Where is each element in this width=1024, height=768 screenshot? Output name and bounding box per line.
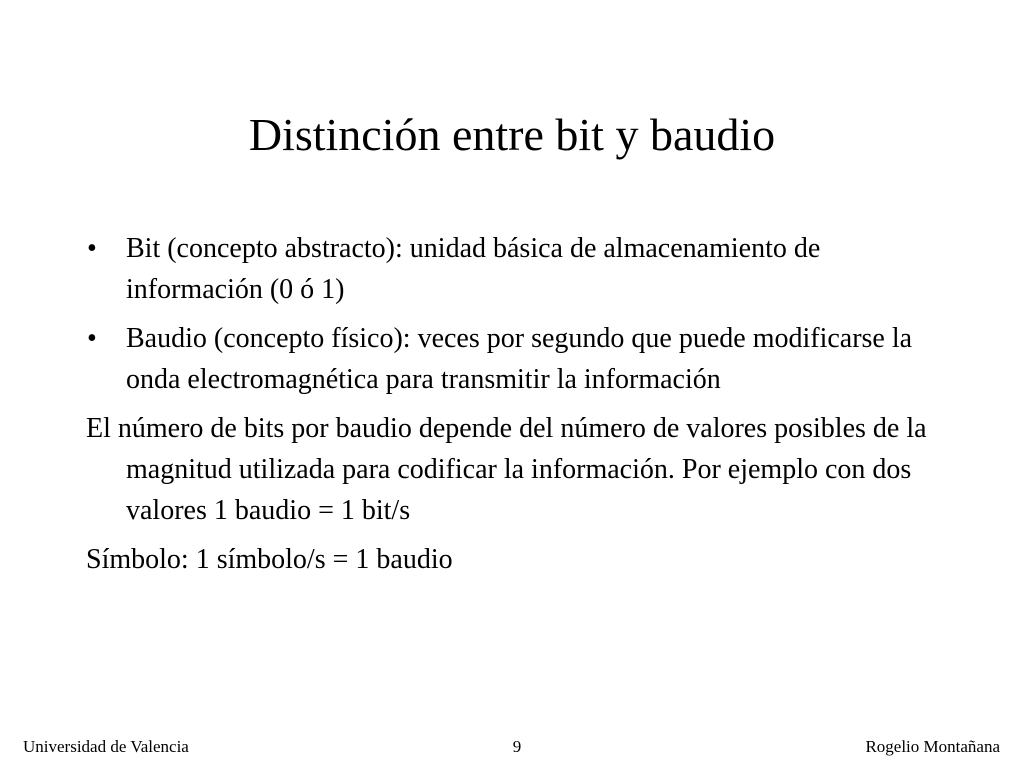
bullet-item-bit — [86, 228, 956, 310]
slide-body — [86, 228, 956, 588]
paragraph-bits-per-baud: El número de bits por baudio depende del número de valores posibles de la magnitud utilizada para codificar la información. Por ejemplo con dos valores 1 baudio = 1 bit/s — [86, 413, 927, 526]
footer-institution: Universidad de Valencia — [23, 737, 189, 756]
footer-author: Rogelio Montañana — [865, 737, 1000, 756]
bullet-text-baudio: Baudio (concepto físico): veces por segundo que puede modificarse la onda electromagnética para transmitir la información — [126, 323, 913, 395]
bullet-item-baudio — [86, 318, 956, 400]
bullet-text-bit: Bit (concepto abstracto): unidad básica de almacenamiento de información (0 ó 1) — [126, 233, 821, 305]
paragraph-symbol: Símbolo: 1 símbolo/s = 1 baudio — [86, 544, 453, 575]
bullet-icon: • — [87, 233, 97, 264]
footer-page-number: 9 — [512, 737, 522, 756]
slide-title: Distinción entre bit y baudio — [248, 109, 776, 160]
bullet-icon: • — [87, 323, 97, 354]
